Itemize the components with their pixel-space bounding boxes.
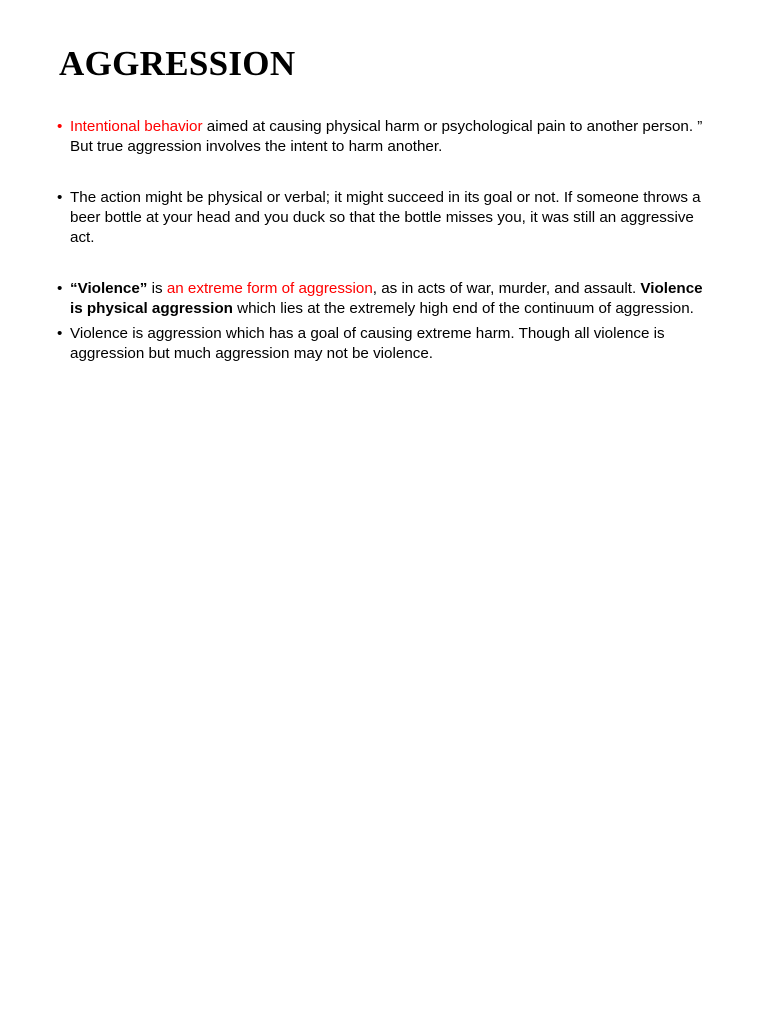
bullet-list <box>57 117 717 364</box>
bullet-icon: • <box>57 280 63 297</box>
bullet-item-intentional-behavior <box>57 117 717 157</box>
bullet-icon: • <box>57 118 63 135</box>
bullet-bold-phrase: Violence is physical aggression <box>70 280 703 317</box>
bullet-item-violence <box>57 279 717 319</box>
bullet-term: “Violence” <box>70 280 148 297</box>
bullet-text: aimed at causing physical harm or psychological pain to another person. ” But true aggression involves the intent to harm another. <box>70 118 703 155</box>
bullet-item-action <box>57 188 717 248</box>
page-title: AGGRESSION <box>59 44 296 83</box>
bullet-icon: • <box>57 325 63 342</box>
bullet-text: The action might be physical or verbal; it might succeed in its goal or not. If someone throws a beer bottle at your head and you duck so that the bottle misses you, it was still an aggressive act. <box>70 189 701 246</box>
bullet-icon: • <box>57 189 63 206</box>
bullet-item-violence-goal <box>57 324 717 364</box>
bullet-highlight: an extreme form of aggression <box>166 280 373 297</box>
bullet-text: Violence is aggression which has a goal of causing extreme harm. Though all violence is aggression but much aggression may not be violence. <box>70 325 665 362</box>
bullet-text: is <box>147 280 167 297</box>
bullet-lead-text: Intentional behavior <box>70 118 203 135</box>
bullet-text: which lies at the extremely high end of the continuum of aggression. <box>232 300 694 317</box>
bullet-text: , as in acts of war, murder, and assault. <box>372 280 641 297</box>
